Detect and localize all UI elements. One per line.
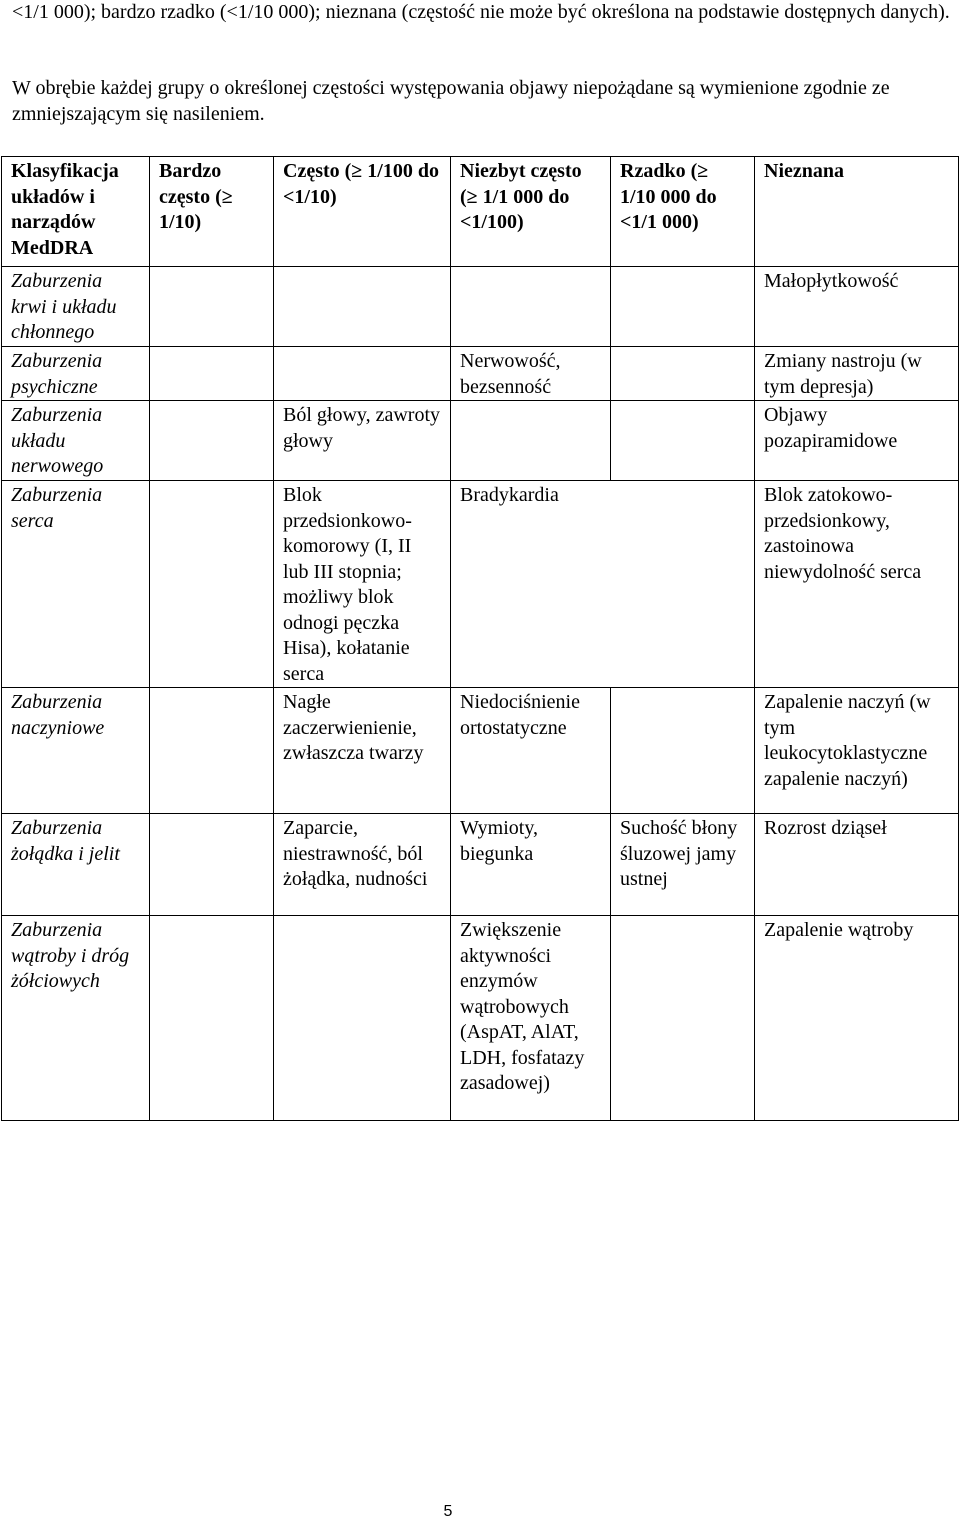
cell-rare: Suchość błony śluzowej jamy ustnej bbox=[611, 814, 755, 916]
cell-common: Zaparcie, niestrawność, ból żołądka, nudności bbox=[274, 814, 451, 916]
header-common: Często (≥ 1/100 do <1/10) bbox=[274, 157, 451, 267]
cell-very-common bbox=[150, 814, 274, 916]
cell-unknown: Rozrost dziąseł bbox=[755, 814, 959, 916]
cell-common: Blok przedsionkowo-komorowy (I, II lub III stopnia; możliwy blok odnogi pęczka Hisa), kołatanie serca bbox=[274, 481, 451, 688]
cell-very-common bbox=[150, 916, 274, 1121]
table-row bbox=[2, 916, 959, 1121]
cell-uncommon: Wymioty, biegunka bbox=[451, 814, 611, 916]
cell-soc: Zaburzenia krwi i układu chłonnego bbox=[2, 267, 150, 347]
cell-common bbox=[274, 267, 451, 347]
cell-uncommon-rare-merged: Bradykardia bbox=[451, 481, 755, 688]
cell-rare bbox=[611, 347, 755, 401]
cell-soc: Zaburzenia serca bbox=[2, 481, 150, 688]
table-row bbox=[2, 481, 959, 688]
cell-soc: Zaburzenia wątroby i dróg żółciowych bbox=[2, 916, 150, 1121]
intro-paragraph-ordering-note bbox=[12, 76, 952, 127]
cell-rare bbox=[611, 401, 755, 481]
intro-text-2: W obrębie każdej grupy o określonej częstości występowania objawy niepożądane są wymienione zgodnie ze zmniejszającym się nasileniem. bbox=[12, 77, 890, 125]
header-very-common: Bardzo często (≥ 1/10) bbox=[150, 157, 274, 267]
cell-common bbox=[274, 347, 451, 401]
table-row bbox=[2, 688, 959, 814]
cell-very-common bbox=[150, 401, 274, 481]
cell-unknown: Zmiany nastroju (w tym depresja) bbox=[755, 347, 959, 401]
table-row bbox=[2, 401, 959, 481]
adverse-reactions-table bbox=[1, 156, 959, 1121]
header-unknown: Nieznana bbox=[755, 157, 959, 267]
cell-soc: Zaburzenia żołądka i jelit bbox=[2, 814, 150, 916]
cell-uncommon: Nerwowość, bezsenność bbox=[451, 347, 611, 401]
cell-uncommon bbox=[451, 401, 611, 481]
cell-common bbox=[274, 916, 451, 1121]
cell-soc: Zaburzenia psychiczne bbox=[2, 347, 150, 401]
cell-unknown: Objawy pozapiramidowe bbox=[755, 401, 959, 481]
table-row bbox=[2, 814, 959, 916]
cell-unknown: Zapalenie naczyń (w tym leukocytoklastyczne zapalenie naczyń) bbox=[755, 688, 959, 814]
page-number: 5 bbox=[443, 1503, 453, 1520]
header-uncommon: Niezbyt często (≥ 1/1 000 do <1/100) bbox=[451, 157, 611, 267]
cell-soc: Zaburzenia układu nerwowego bbox=[2, 401, 150, 481]
table-header-row bbox=[2, 157, 959, 267]
intro-paragraph-frequency-definitions bbox=[12, 0, 952, 26]
cell-rare bbox=[611, 916, 755, 1121]
cell-unknown: Małopłytkowość bbox=[755, 267, 959, 347]
cell-soc: Zaburzenia naczyniowe bbox=[2, 688, 150, 814]
cell-uncommon: Zwiększenie aktywności enzymów wątrobowych (AspAT, AlAT, LDH, fosfatazy zasadowej) bbox=[451, 916, 611, 1121]
table-row bbox=[2, 267, 959, 347]
header-rare: Rzadko (≥ 1/10 000 do <1/1 000) bbox=[611, 157, 755, 267]
cell-unknown: Blok zatokowo-przedsionkowy, zastoinowa niewydolność serca bbox=[755, 481, 959, 688]
cell-unknown: Zapalenie wątroby bbox=[755, 916, 959, 1121]
cell-very-common bbox=[150, 267, 274, 347]
table-row bbox=[2, 347, 959, 401]
intro-text-1: <1/1 000); bardzo rzadko (<1/10 000); nieznana (częstość nie może być określona na podstawie dostępnych danych). bbox=[12, 1, 950, 23]
cell-common: Nagłe zaczerwienienie, zwłaszcza twarzy bbox=[274, 688, 451, 814]
cell-uncommon bbox=[451, 267, 611, 347]
cell-uncommon: Niedociśnienie ortostatyczne bbox=[451, 688, 611, 814]
cell-common: Ból głowy, zawroty głowy bbox=[274, 401, 451, 481]
cell-rare bbox=[611, 267, 755, 347]
header-soc: Klasyfikacja układów i narządów MedDRA bbox=[2, 157, 150, 267]
cell-rare bbox=[611, 688, 755, 814]
cell-very-common bbox=[150, 688, 274, 814]
cell-very-common bbox=[150, 347, 274, 401]
cell-very-common bbox=[150, 481, 274, 688]
